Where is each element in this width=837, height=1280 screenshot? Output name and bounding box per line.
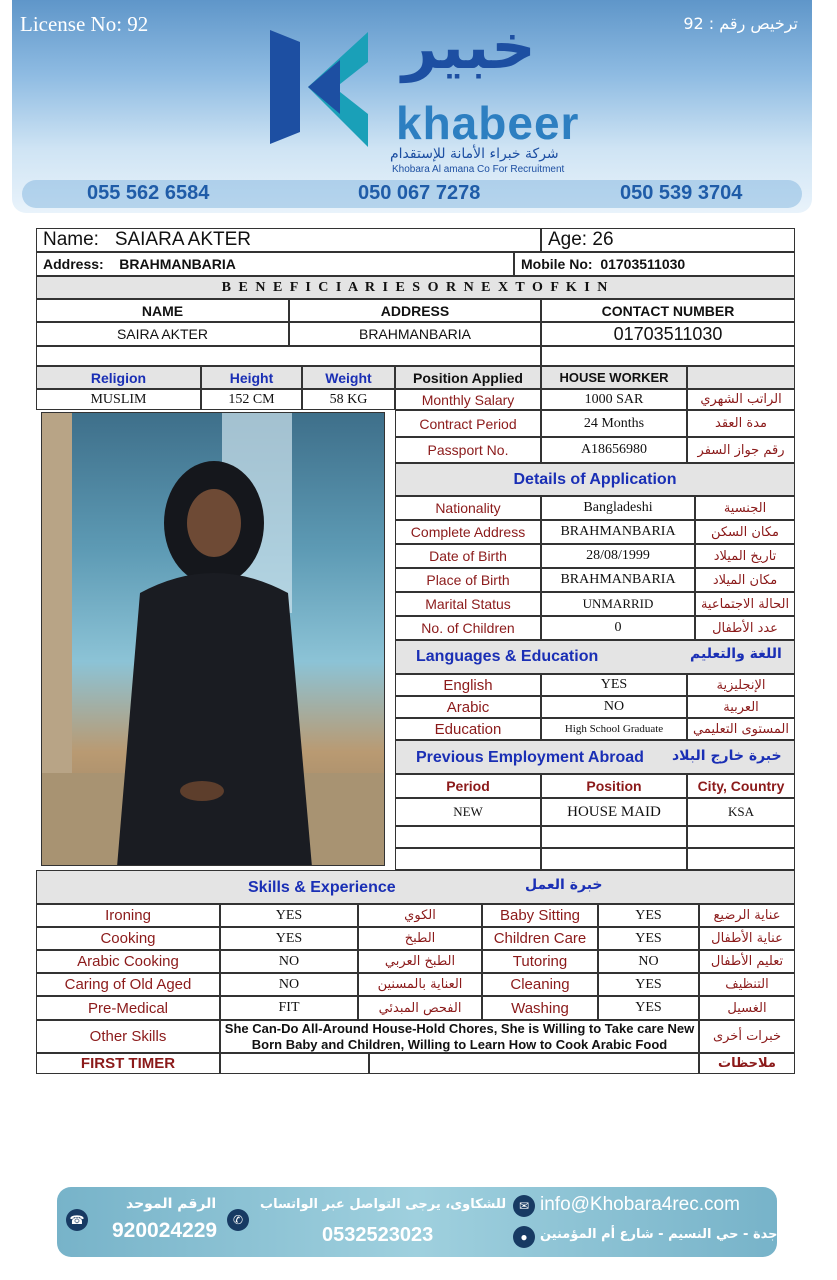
skill-pre-medical-label: Pre-Medical [36,996,220,1020]
skill-cooking-label: Cooking [36,927,220,950]
age-field [541,228,795,252]
contract-label-ar: مدة العقد [687,410,795,437]
age-label: Age: [548,229,588,250]
passport-value: A18656980 [541,437,687,463]
passport-label-ar: رقم جواز السفر [687,437,795,463]
nationality-value: Bangladeshi [541,496,695,520]
skill-washing-value: YES [598,996,699,1020]
khabeer-logo-icon [260,22,380,162]
skill-cooking-label-ar: الطبخ [358,927,482,950]
nationality-label-ar: الجنسية [695,496,795,520]
applicant-name: SAIARA AKTER [114,229,252,250]
skills-section-header [36,870,795,904]
remark-empty-cell [220,1053,369,1074]
languages-title-ar: اللغة والتعليم [690,646,782,662]
applicant-mobile: 01703511030 [600,256,686,272]
skill-children-care-label-ar: عناية الأطفال [699,927,795,950]
salary-label: Monthly Salary [395,389,541,410]
english-value: YES [541,674,687,696]
marital-status-value: UNMARRID [541,592,695,616]
height-value: 152 CM [201,389,302,410]
kin-name: SAIRA AKTER [36,322,289,346]
marital-status-label: Marital Status [395,592,541,616]
arabic-label-ar: العربية [687,696,795,718]
skill-baby-sitting-value: YES [598,904,699,927]
religion-value: MUSLIM [36,389,201,410]
employment-empty-cell [541,826,687,848]
employment-period: NEW [395,798,541,826]
skill-baby-sitting-label-ar: عناية الرضيع [699,904,795,927]
skill-arabic-cooking-label: Arabic Cooking [36,950,220,973]
kin-address: BRAHMANBARIA [289,322,541,346]
skill-cleaning-label-ar: التنظيف [699,973,795,996]
complete-address-label: Complete Address [395,520,541,544]
phone-number: 050 067 7278 [358,182,481,204]
remark-value: FIRST TIMER [36,1053,220,1074]
employment-position: HOUSE MAID [541,798,687,826]
remark-empty-cell [369,1053,699,1074]
other-skills-label-ar: خبرات أخرى [699,1020,795,1053]
marital-status-label-ar: الحالة الاجتماعية [695,592,795,616]
company-name-ar: شركة خبراء الأمانة للإستقدام [390,146,559,162]
arabic-label: Arabic [395,696,541,718]
skill-arabic-cooking-label-ar: الطبخ العربي [358,950,482,973]
skills-title-ar: خبرة العمل [525,877,603,893]
kin-header-contact: CONTACT NUMBER [541,299,795,322]
applicant-age: 26 [592,229,614,250]
license-number-ar: ترخيص رقم : 92 [683,14,798,33]
skills-title: Skills & Experience [248,879,396,896]
dob-label: Date of Birth [395,544,541,568]
skill-cleaning-value: YES [598,973,699,996]
employment-title-ar: خبرة خارج البلاد [672,748,782,764]
skill-arabic-cooking-value: NO [220,950,358,973]
period-header: Period [395,774,541,798]
skill-tutoring-value: NO [598,950,699,973]
company-name-en: Khobara Al amana Co For Recruitment [392,164,565,175]
name-label: Name: [43,229,99,250]
letterhead [12,0,812,213]
education-value: High School Graduate [541,718,687,740]
weight-header: Weight [302,366,395,389]
education-label-ar: المستوى التعليمي [687,718,795,740]
english-label: English [395,674,541,696]
salary-label-ar: الراتب الشهري [687,389,795,410]
skill-children-care-label: Children Care [482,927,598,950]
skill-cleaning-label: Cleaning [482,973,598,996]
unified-number: 920024229 [112,1219,218,1242]
kin-contact: 01703511030 [541,322,795,346]
address-label: Address: [43,256,104,272]
location-pin-icon: ● [513,1226,535,1248]
position-applied-value: HOUSE WORKER [541,366,687,389]
place-of-birth-label: Place of Birth [395,568,541,592]
education-label: Education [395,718,541,740]
whatsapp-icon: ✆ [227,1209,249,1231]
position-applied-label: Position Applied [395,366,541,389]
mobile-field [514,252,795,276]
place-of-birth-label-ar: مكان الميلاد [695,568,795,592]
city-country-header: City, Country [687,774,795,798]
height-header: Height [201,366,302,389]
children-label-ar: عدد الأطفال [695,616,795,640]
brand-name-ar: خبير [402,10,536,83]
other-skills-label: Other Skills [36,1020,220,1053]
skill-cooking-value: YES [220,927,358,950]
complete-address-value: BRAHMANBARIA [541,520,695,544]
religion-header: Religion [36,366,201,389]
employment-title: Previous Employment Abroad [416,749,644,766]
skill-washing-label: Washing [482,996,598,1020]
employment-empty-cell [687,826,795,848]
applicant-address: BRAHMANBARIA [119,256,236,272]
skill-ironing-value: YES [220,904,358,927]
kin-section-title: B E N E F I C I A R I E S O R N E X T O F K I N [36,276,795,299]
skill-old-aged-value: NO [220,973,358,996]
skill-children-care-value: YES [598,927,699,950]
position-applied-blank [687,366,795,389]
phone-number: 050 539 3704 [620,182,743,204]
skill-ironing-label-ar: الكوي [358,904,482,927]
arabic-value: NO [541,696,687,718]
languages-title: Languages & Education [416,648,599,665]
skill-baby-sitting-label: Baby Sitting [482,904,598,927]
whatsapp-number: 0532523023 [322,1224,434,1246]
skill-tutoring-label: Tutoring [482,950,598,973]
unified-number-label: الرقم الموحد [126,1196,217,1212]
skill-pre-medical-label-ar: الفحص المبدئي [358,996,482,1020]
children-label: No. of Children [395,616,541,640]
skill-pre-medical-value: FIT [220,996,358,1020]
kin-empty-row [541,346,795,366]
skill-old-aged-label: Caring of Old Aged [36,973,220,996]
employment-empty-cell [395,826,541,848]
details-section-title: Details of Application [395,463,795,496]
whatsapp-label: للشكاوى، يرجى التواصل عبر الواتساب [260,1197,507,1212]
skill-ironing-label: Ironing [36,904,220,927]
name-field [36,228,541,252]
employment-empty-cell [395,848,541,870]
kin-header-name: NAME [36,299,289,322]
skill-washing-label-ar: الغسيل [699,996,795,1020]
phone-icon: ☎ [66,1209,88,1231]
dob-value: 28/08/1999 [541,544,695,568]
children-value: 0 [541,616,695,640]
employment-empty-cell [541,848,687,870]
remark-label-ar: ملاحظات [699,1053,795,1074]
address-ar: جدة - حي النسيم - شارع أم المؤمنين [540,1227,778,1242]
kin-empty-row [36,346,541,366]
place-of-birth-value: BRAHMANBARIA [541,568,695,592]
dob-label-ar: تاريخ الميلاد [695,544,795,568]
english-label-ar: الإنجليزية [687,674,795,696]
kin-header-address: ADDRESS [289,299,541,322]
weight-value: 58 KG [302,389,395,410]
applicant-photo [41,412,385,866]
skill-old-aged-label-ar: العناية بالمسنين [358,973,482,996]
passport-label: Passport No. [395,437,541,463]
position-header: Position [541,774,687,798]
address-field [36,252,514,276]
phone-number: 055 562 6584 [87,182,210,204]
nationality-label: Nationality [395,496,541,520]
employment-country: KSA [687,798,795,826]
employment-empty-cell [687,848,795,870]
contract-label: Contract Period [395,410,541,437]
salary-value: 1000 SAR [541,389,687,410]
email-icon: ✉ [513,1195,535,1217]
skill-tutoring-label-ar: تعليم الأطفال [699,950,795,973]
email-address[interactable]: info@Khobara4rec.com [540,1194,740,1215]
complete-address-label-ar: مكان السكن [695,520,795,544]
mobile-label: Mobile No: [521,256,593,272]
brand-name-en: khabeer [396,97,580,149]
license-number-en: License No: 92 [20,12,149,36]
contract-value: 24 Months [541,410,687,437]
other-skills-text: She Can-Do All-Around House-Hold Chores, She is Willing to Take care New Born Baby and Children, Willing to Learn How to Cook Arabic Food [220,1020,699,1053]
